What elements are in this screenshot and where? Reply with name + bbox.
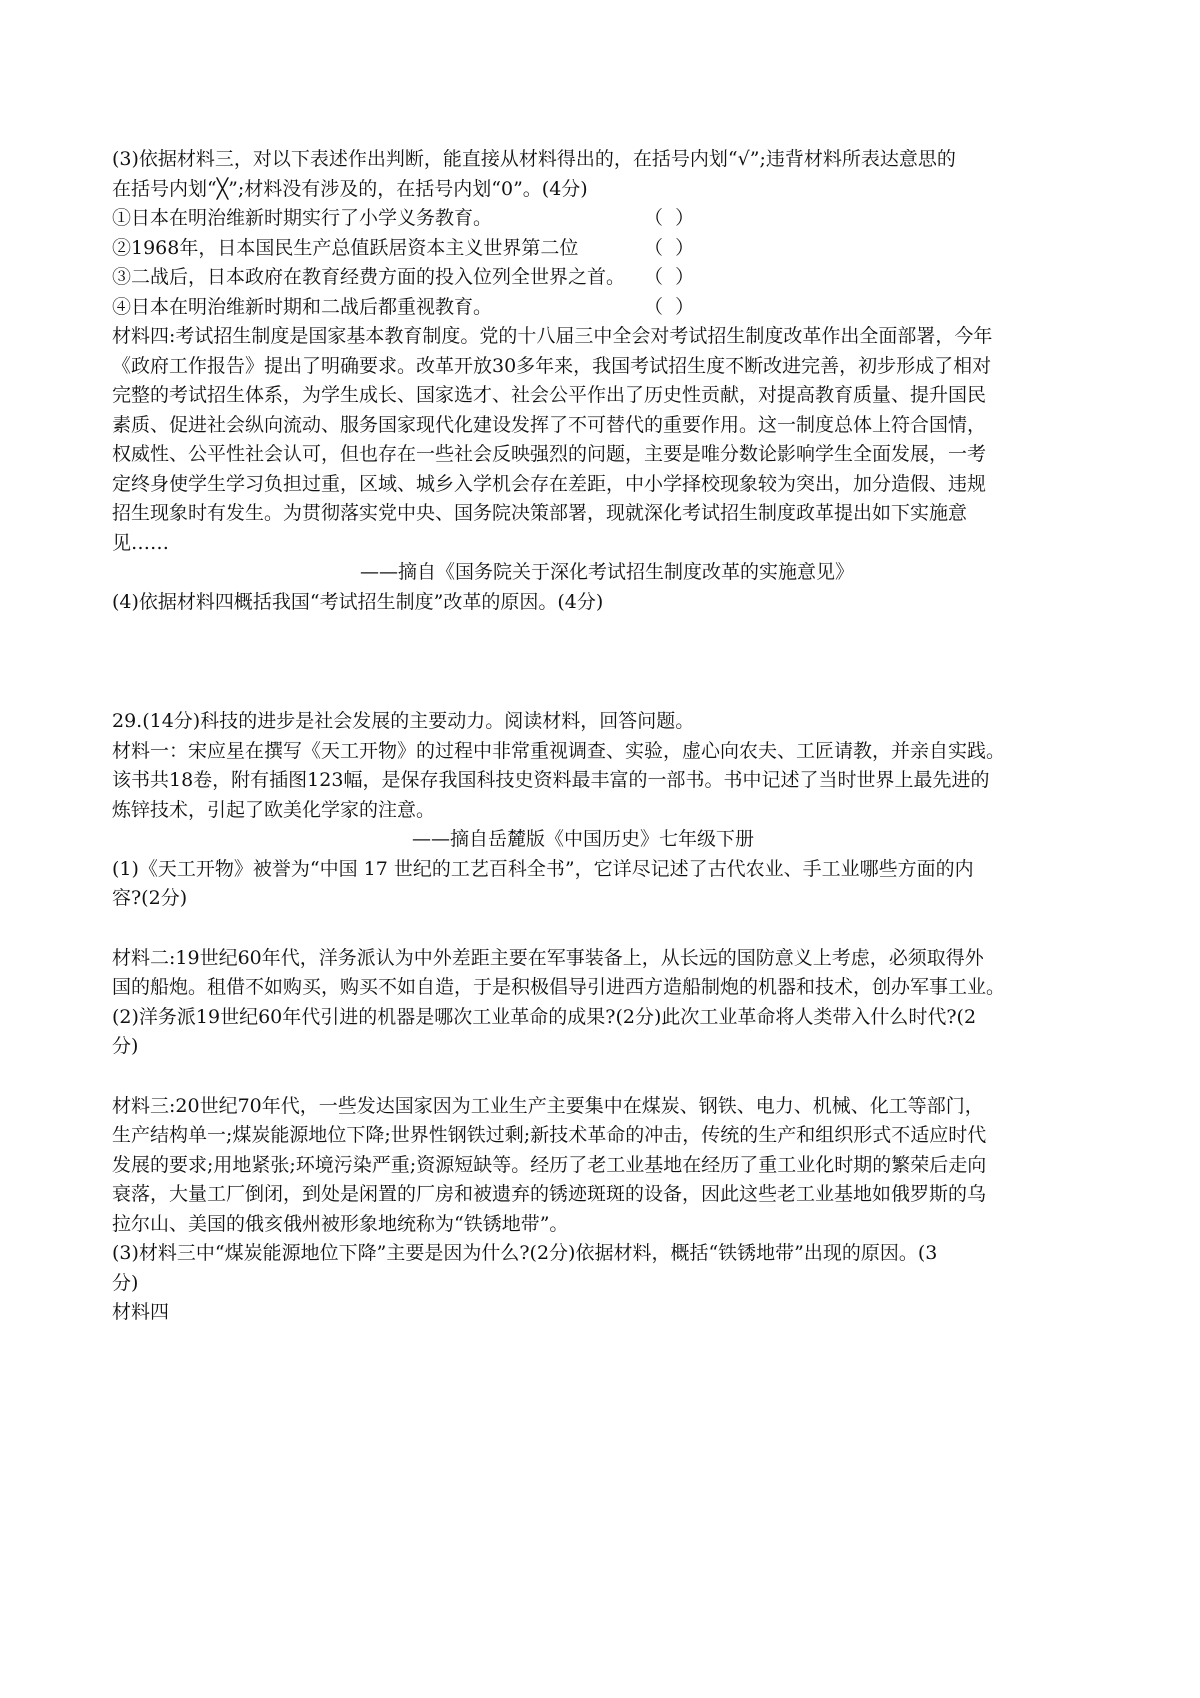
answer-space [112, 1062, 1102, 1092]
question-header: 29.(14分)科技的进步是社会发展的主要动力。阅读材料，回答问题。 [112, 710, 695, 732]
answer-blank: （ ） [644, 236, 695, 259]
material-two [112, 944, 1102, 1003]
text-line: 分) [112, 1035, 139, 1057]
question-29 [112, 707, 1102, 1328]
text-line: (2)洋务派19世纪60年代引进的机器是哪次工业革命的成果?(2分)此次工业革命将人类带入什么时代?(2 [112, 1005, 977, 1028]
text-line: 拉尔山、美国的俄亥俄州被形象地统称为“铁锈地带”。 [112, 1212, 569, 1235]
text-line: (3)依据材料三，对以下表述作出判断，能直接从材料得出的，在括号内划“√”;违背材料所表达意思的 [112, 148, 956, 170]
text-line: 权威性、公平性社会认可，但也存在一些社会反映强烈的问题，主要是唯分数论影响学生全面发展，一考 [112, 443, 987, 465]
text-line: 完整的考试招生体系，为学生成长、国家选才、社会公平作出了历史性贡献，对提高教育质量、提升国民 [112, 384, 987, 406]
judgement-item [112, 263, 1102, 293]
answer-blank: （ ） [644, 207, 695, 229]
statement-text: ③二战后，日本政府在教育经费方面的投入位列全世界之首。 [112, 266, 626, 288]
judgement-list [112, 204, 1102, 322]
text-line: 材料二:19世纪60年代，洋务派认为中外差距主要在军事装备上，从长远的国防意义上考虑，必须取得外 [112, 946, 984, 969]
text-line: 分) [112, 1271, 139, 1294]
text-line: (1)《天工开物》被誉为“中国 17 世纪的工艺百科全书”，它详尽记述了古代农业、手工业哪些方面的内 [112, 857, 974, 880]
statement-text: ②1968年，日本国民生产总值跃居资本主义世界第二位 [112, 236, 579, 259]
text-line: 衰落，大量工厂倒闭，到处是闲置的厂房和被遗弃的锈迹斑斑的设备，因此这些老工业基地如俄罗斯的乌 [112, 1183, 987, 1205]
text-line: 定终身使学生学习负担过重，区域、城乡入学机会存在差距，中小学择校现象较为突出，加分造假、违规 [112, 472, 987, 495]
text-line: 《政府工作报告》提出了明确要求。改革开放30多年来，我国考试招生度不断改进完善，初步形成了相对 [112, 354, 992, 377]
answer-space [112, 617, 1102, 707]
text-line: 炼锌技术，引起了欧美化学家的注意。 [112, 798, 436, 821]
sub-question-3 [112, 1239, 1102, 1298]
text-line: 容?(2分) [112, 887, 188, 909]
judgement-item [112, 293, 1102, 323]
text-line: 材料一：宋应星在撰写《天工开物》的过程中非常重视调查、实验，虚心向农夫、工匠请教，并亲自实践。 [112, 739, 1006, 762]
question-4: (4)依据材料四概括我国“考试招生制度”改革的原因。(4分) [112, 590, 604, 613]
text-line: 材料三:20世纪70年代，一些发达国家因为工业生产主要集中在煤炭、钢铁、电力、机械、化工等部门， [112, 1094, 984, 1117]
text-line: 材料四:考试招生制度是国家基本教育制度。党的十八届三中全会对考试招生制度改革作出全面部署，今年 [112, 325, 993, 347]
answer-blank: （ ） [644, 266, 695, 288]
text-line: (3)材料三中“煤炭能源地位下降”主要是因为什么?(2分)依据材料，概括“铁锈地带”出现的原因。(3 [112, 1242, 938, 1264]
judgement-item [112, 204, 1102, 234]
answer-blank: （ ） [644, 295, 695, 318]
material-three [112, 1092, 1102, 1240]
text-line: 生产结构单一;煤炭能源地位下降;世界性钢铁过剩;新技术革命的冲击，传统的生产和组织形式不适应时代 [112, 1124, 987, 1146]
text-line: 招生现象时有发生。为贯彻落实党中央、国务院决策部署，现就深化考试招生制度政革提出如下实施意 [112, 502, 968, 524]
text-line: 见…… [112, 531, 170, 554]
answer-space [112, 914, 1102, 944]
text-line: 素质、促进社会纵向流动、服务国家现代化建设发挥了不可替代的重要作用。这一制度总体上符合国情， [112, 413, 987, 436]
material-one [112, 737, 1102, 855]
question-3-prompt [112, 145, 1102, 204]
sub-question-2 [112, 1003, 1102, 1062]
text-line: 发展的要求;用地紧张;环境污染严重;资源短缺等。经历了老工业基地在经历了重工业化时期的繁荣后走向 [112, 1153, 987, 1176]
text-line: 该书共18卷，附有插图123幅，是保存我国科技史资料最丰富的一部书。书中记述了当时世界上最先进的 [112, 769, 990, 791]
text-line: 在括号内划“╳”;材料没有涉及的，在括号内划“0”。(4分) [112, 177, 588, 200]
statement-text: ①日本在明治维新时期实行了小学义务教育。 [112, 207, 493, 229]
source-citation: ——摘自岳麓版《中国历史》七年级下册 [412, 828, 755, 850]
judgement-item [112, 234, 1102, 264]
sub-question-1 [112, 855, 1102, 914]
material-four-label: 材料四 [112, 1301, 170, 1323]
text-line: 国的船炮。租借不如购买，购买不如自造，于是积极倡导引进西方造船制炮的机器和技术，创办军事工业。 [112, 976, 1006, 998]
source-citation: ——摘自《国务院关于深化考试招生制度改革的实施意见》 [359, 561, 854, 583]
statement-text: ④日本在明治维新时期和二战后都重视教育。 [112, 295, 493, 318]
material-four [112, 322, 1102, 588]
exam-page [112, 145, 1102, 1328]
